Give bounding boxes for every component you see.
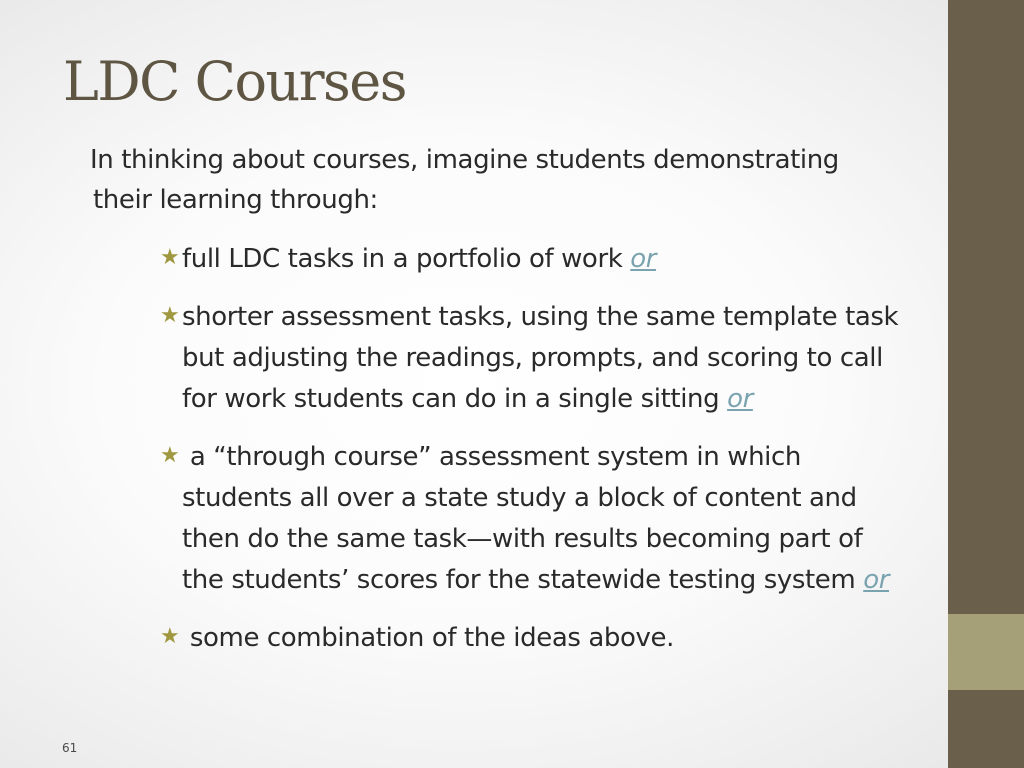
slide-number: 61 (62, 741, 78, 755)
intro-paragraph (90, 140, 930, 220)
bullet-2-line-2: but adjusting the readings, prompts, and scoring to call (182, 343, 883, 373)
star-icon: ★ (160, 443, 180, 468)
bullet-3-line-3: then do the same task—with results becoming part of (182, 524, 863, 554)
star-icon: ★ (160, 624, 180, 649)
or-link-1[interactable]: or (630, 244, 657, 274)
bullet-3-line-2: students all over a state study a block of content and (182, 483, 857, 513)
bullet-2-line-1: shorter assessment tasks, using the same template task (182, 302, 899, 332)
bullet-item-shorter-tasks (160, 295, 960, 420)
intro-line-2: their learning through: (93, 185, 378, 215)
bullet-3-line-4-wrap (160, 560, 960, 601)
bullet-item-combination (160, 616, 960, 659)
or-link-3[interactable]: or (863, 565, 889, 595)
bullet-4-line-1: some combination of the ideas above. (182, 623, 674, 653)
bullet-2-line-3-wrap (160, 379, 960, 420)
bullet-item-portfolio (160, 237, 960, 280)
slide-title: LDC Courses (63, 50, 406, 113)
bullet-2-line-3: for work students can do in a single sitting (182, 384, 728, 414)
or-link-2[interactable]: or (727, 384, 753, 414)
star-icon: ★ (160, 303, 180, 328)
intro-line-1: In thinking about courses, imagine students demonstrating (90, 145, 839, 175)
bullet-1-line-1: full LDC tasks in a portfolio of work (182, 244, 631, 274)
star-icon: ★ (160, 245, 180, 270)
bullet-item-through-course (160, 435, 960, 601)
bullet-3-line-1: a “through course” assessment system in which (182, 442, 801, 472)
bullet-3-line-4: the students’ scores for the statewide testing system (182, 565, 864, 595)
